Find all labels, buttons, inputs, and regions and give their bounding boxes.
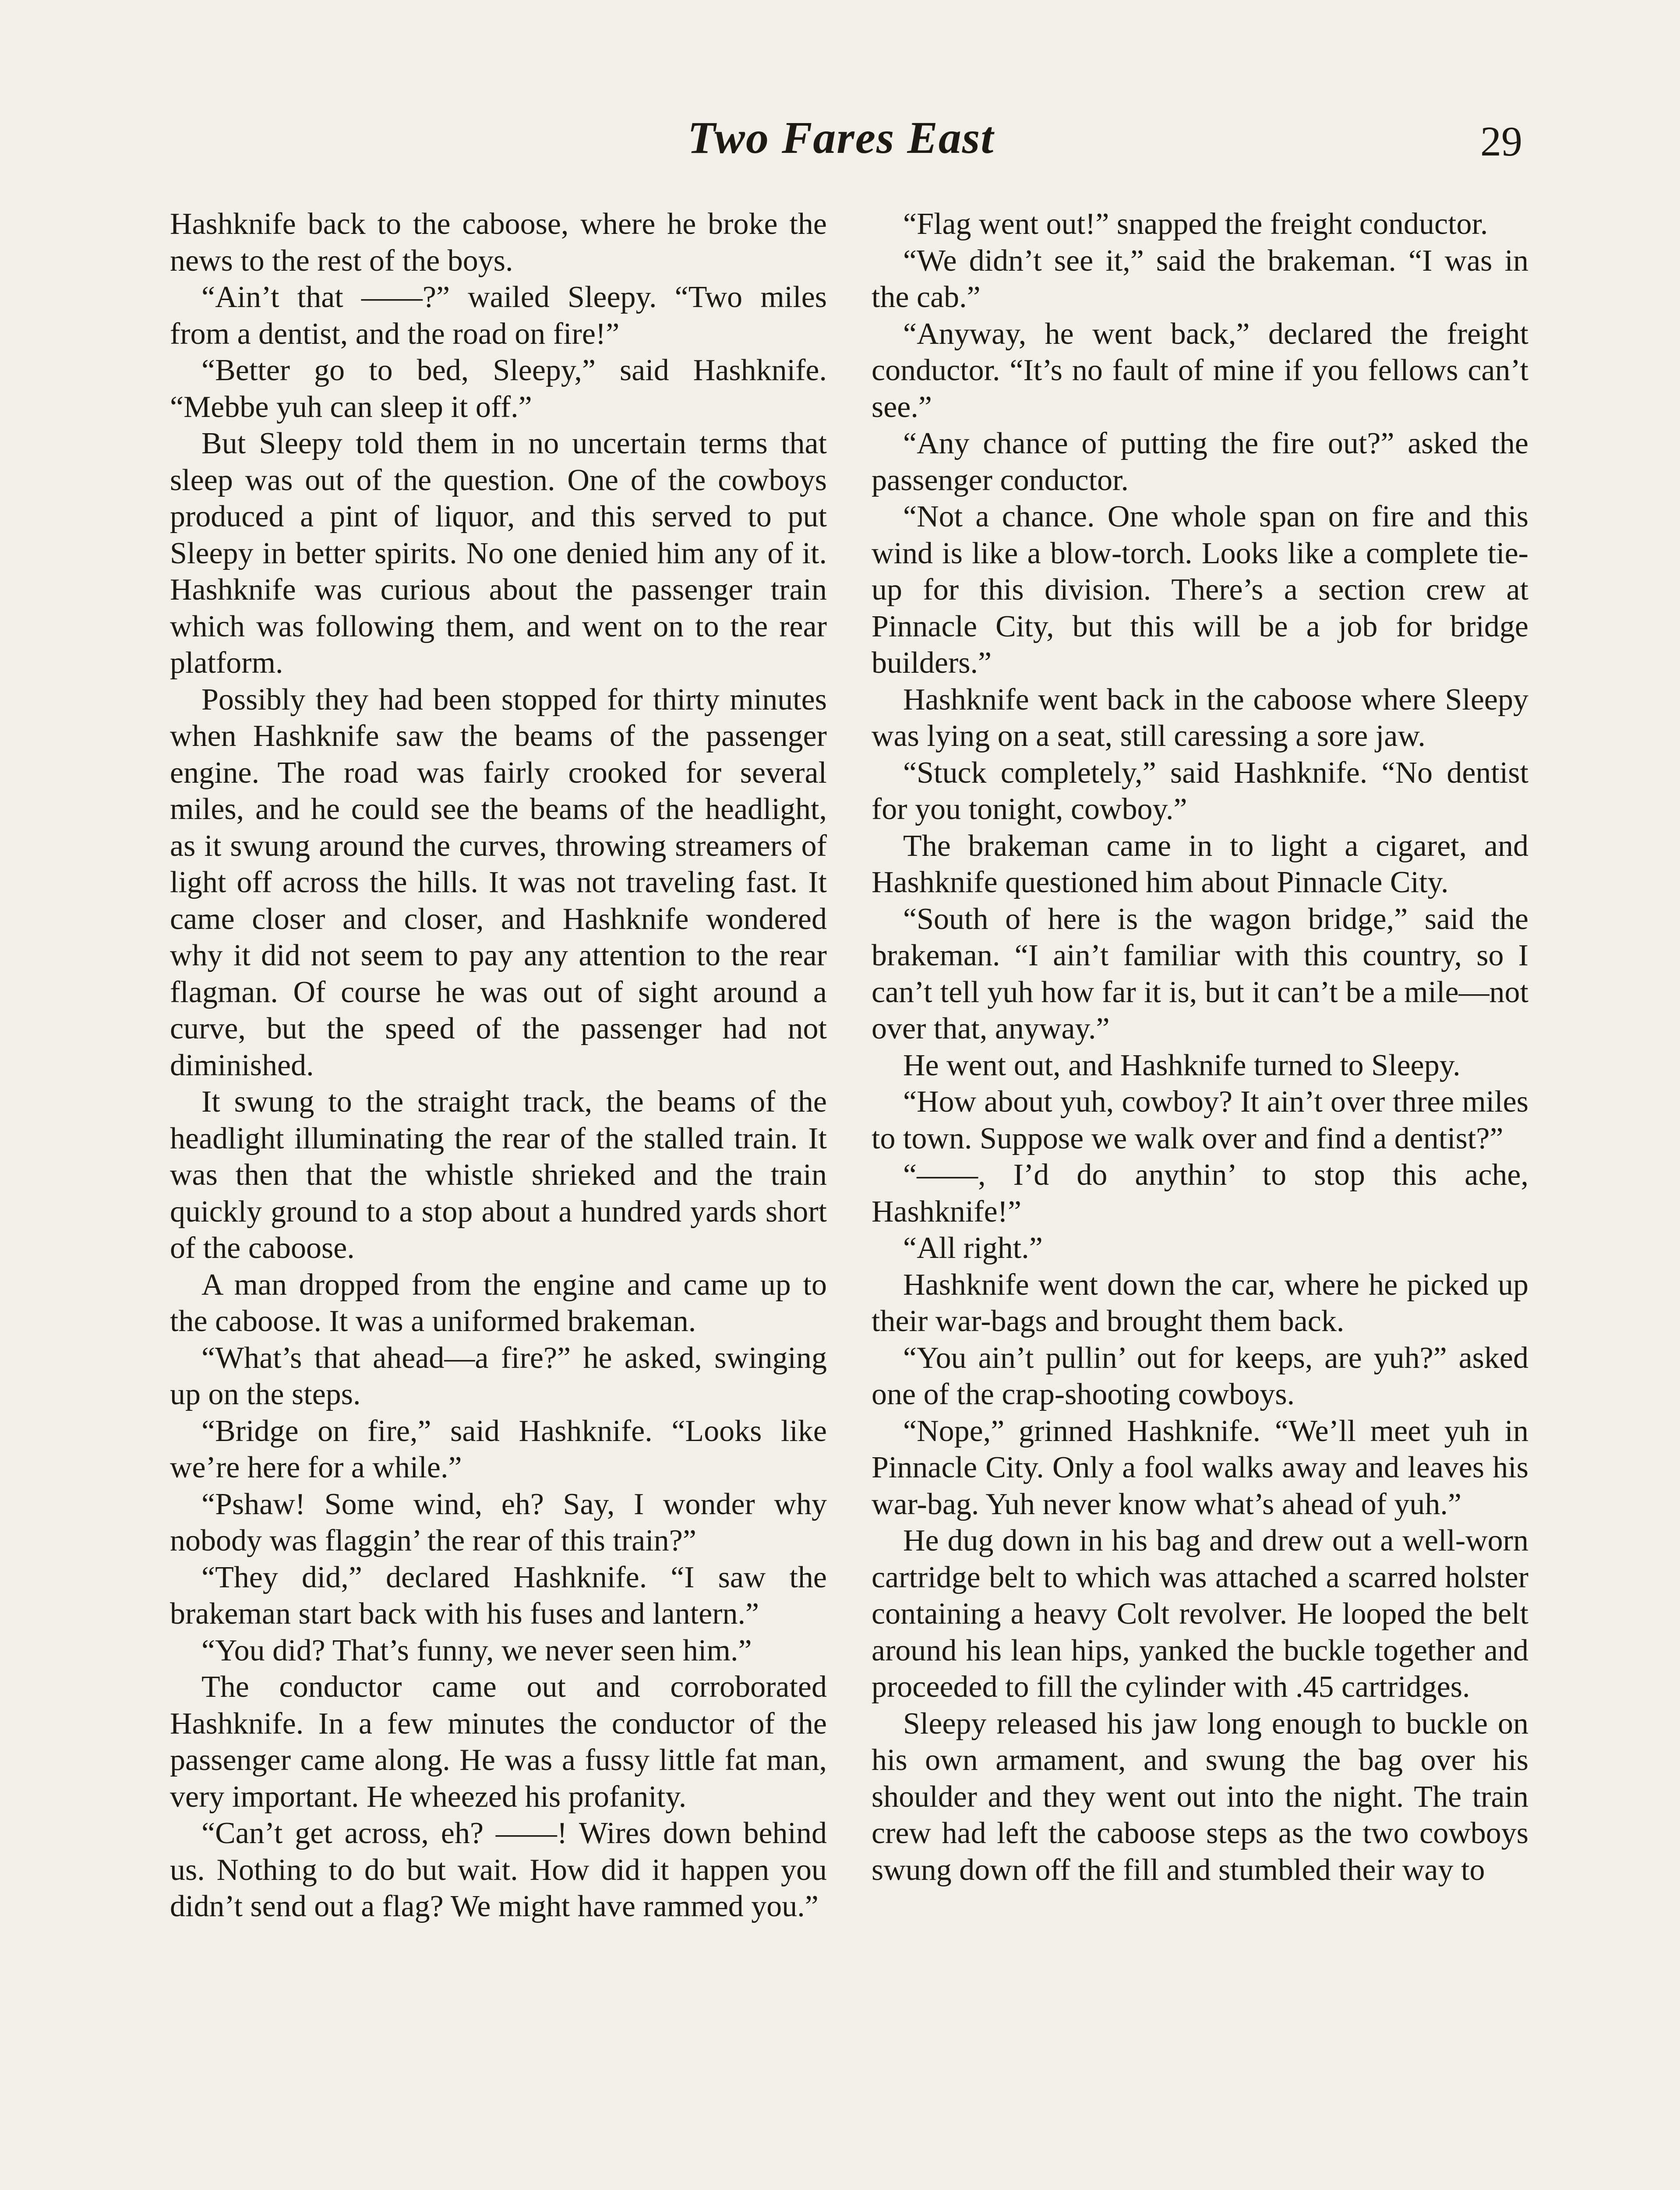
paragraph: The brakeman came in to light a cigaret, and Hashknife questioned him about Pinnacle City. [872,829,1528,899]
paragraph: “All right.” [903,1231,1043,1265]
paragraph: He dug down in his bag and drew out a well-worn cartridge belt to which was attached a scarred holster containing a heavy Colt revolver. He looped the belt around his lean hips, yanked the buckle together and proceeded to fill the cylinder with .45 cartridges. [872,1524,1528,1704]
paragraph: “Anyway, he went back,” declared the freight conductor. “It’s no fault of mine if you fellows can’t see.” [872,317,1528,424]
paragraph: Hashknife back to the caboose, where he broke the news to the rest of the boys. [170,207,827,278]
paragraph: “Bridge on fire,” said Hashknife. “Looks like we’re here for a while.” [170,1414,827,1484]
paragraph: But Sleepy told them in no uncertain terms that sleep was out of the question. One of the cowboys produced a pint of liquor, and this served to put Sleepy in better spirits. No one denied him any of it. Hashknife was curious about the passenger train which was following them, and went on to the rear platform. [170,427,827,680]
paragraph: “Better go to bed, Sleepy,” said Hashknife. “Mebbe yuh can sleep it off.” [170,353,827,424]
paragraph: “They did,” declared Hashknife. “I saw the brakeman start back with his fuses and lantern.” [170,1560,827,1631]
paragraph: Hashknife went down the car, where he picked up their war-bags and brought them back. [872,1268,1528,1338]
paragraph: “Nope,” grinned Hashknife. “We’ll meet yuh in Pinnacle City. Only a fool walks away and leaves his war-bag. Yuh never know what’s ahead of yuh.” [872,1414,1528,1521]
paragraph: Hashknife went back in the caboose where Sleepy was lying on a seat, still caressing a sore jaw. [872,682,1528,753]
paragraph: He went out, and Hashknife turned to Sleepy. [903,1048,1461,1082]
paragraph: “Any chance of putting the fire out?” asked the passenger conductor. [872,427,1528,497]
paragraph: The conductor came out and corroborated Hashknife. In a few minutes the conductor of the passenger came along. He was a fussy little fat man, very important. He wheezed his profanity. [170,1670,827,1814]
paragraph: “Can’t get across, eh? ——! Wires down behind us. Nothing to do but wait. How did it happen you didn’t send out a flag? We might have rammed you.” [170,1816,827,1923]
running-title: Two Fares East [688,113,995,163]
paragraph: “——, I’d do anythin’ to stop this ache, Hashknife!” [872,1158,1528,1229]
paragraph: It swung to the straight track, the beams of the headlight illuminating the rear of the stalled train. It was then that the whistle shrieked and the train quickly ground to a stop about a hundred yards short of the caboose. [170,1085,827,1265]
paragraph: Sleepy released his jaw long enough to buckle on his own armament, and swung the bag over his shoulder and they went out into the night. The train crew had left the caboose steps as the two cowboys swung down off the fill and stumbled their way to [872,1706,1528,1887]
paragraph: “South of here is the wagon bridge,” said the brakeman. “I ain’t familiar with this country, so I can’t tell yuh how far it is, but it can’t be a mile—not over that, anyway.” [872,902,1528,1046]
paragraph: “Not a chance. One whole span on fire and this wind is like a blow-torch. Looks like a complete tie-up for this division. There’s a section crew at Pinnacle City, but this will be a job for bridge builders.” [872,500,1528,680]
paragraph: “We didn’t see it,” said the brakeman. “I was in the cab.” [872,244,1528,314]
paragraph: “Ain’t that ——?” wailed Sleepy. “Two miles from a dentist, and the road on fire!” [170,280,827,351]
paragraph: “Pshaw! Some wind, eh? Say, I wonder why nobody was flaggin’ the rear of this train?” [170,1487,827,1558]
paragraph: A man dropped from the engine and came up to the caboose. It was a uniformed brakeman. [170,1268,827,1338]
right-text-column [872,206,1528,1888]
running-header [0,110,1680,166]
paragraph: “Stuck completely,” said Hashknife. “No dentist for you tonight, cowboy.” [872,756,1528,826]
left-text-column [170,206,827,1925]
paragraph: “Flag went out!” snapped the freight conductor. [903,207,1488,241]
paragraph: “What’s that ahead—a fire?” he asked, swinging up on the steps. [170,1341,827,1411]
paragraph: Possibly they had been stopped for thirty minutes when Hashknife saw the beams of the passenger engine. The road was fairly crooked for several miles, and he could see the beams of the headlight, as it swung around the curves, throwing streamers of light off across the hills. It was not traveling fast. It came closer and closer, and Hashknife wondered why it did not seem to pay any attention to the rear flagman. Of course he was out of sight around a curve, but the speed of the passenger had not diminished. [170,682,827,1082]
paragraph: “How about yuh, cowboy? It ain’t over three miles to town. Suppose we walk over and find a dentist?” [872,1085,1528,1155]
page-number: 29 [1480,118,1522,165]
paragraph: “You ain’t pullin’ out for keeps, are yuh?” asked one of the crap-shooting cowboys. [872,1341,1528,1411]
paragraph: “You did? That’s funny, we never seen him.” [201,1633,752,1667]
